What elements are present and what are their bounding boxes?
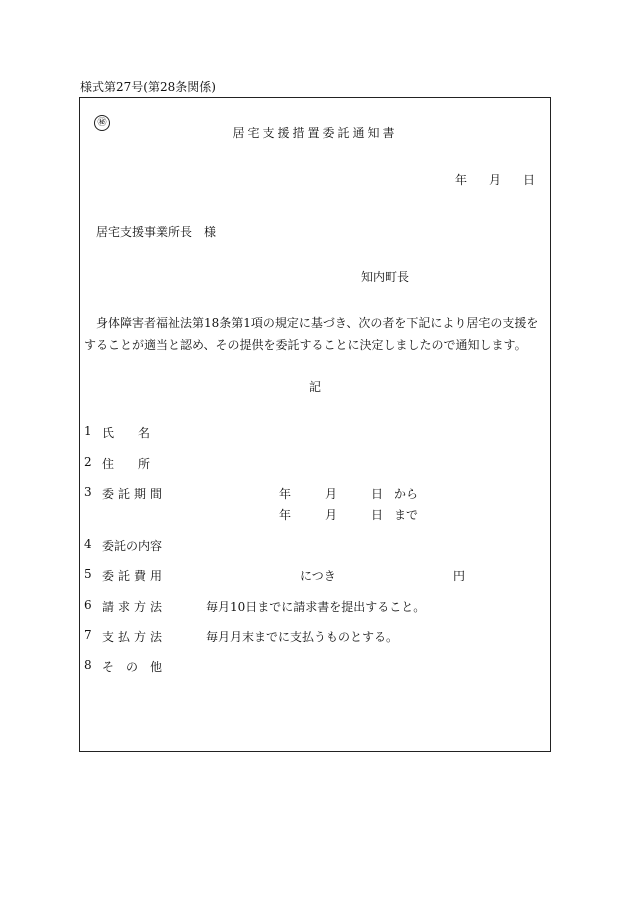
- item-number: 5: [84, 567, 92, 581]
- item-label-payment: 支払方法: [102, 630, 167, 644]
- sender: 知内町長: [361, 270, 410, 284]
- document-title: 居宅支援措置委託通知書: [232, 126, 398, 140]
- body-text: 身体障害者福祉法第18条第1項の規定に基づき、次の者を下記により居宅の支援をすることが適当と認め、その提供を委託することに決定しましたので通知します。: [84, 316, 539, 352]
- addressee: 居宅支援事業所長 様: [96, 225, 217, 239]
- date-day: 日: [523, 173, 536, 187]
- form-number-label: 様式第27号(第28条関係): [80, 80, 216, 94]
- ki-heading: 記: [309, 380, 322, 394]
- seal-mark: ㊙: [94, 115, 110, 131]
- item-label-name: 氏 名: [102, 426, 151, 440]
- period-from-day: 日: [371, 487, 384, 501]
- item-number: 4: [84, 537, 92, 551]
- payment-value: 毎月月末までに支払うものとする。: [206, 630, 399, 644]
- cost-per: につき: [300, 569, 336, 583]
- billing-value: 毎月10日までに請求書を提出すること。: [206, 600, 426, 614]
- period-to-year: 年: [279, 508, 292, 522]
- item-number: 1: [84, 424, 92, 438]
- item-number: 3: [84, 485, 92, 499]
- item-number: 7: [84, 628, 92, 642]
- cost-yen: 円: [453, 569, 466, 583]
- period-from-suffix: から: [394, 487, 419, 501]
- item-label-cost: 委託費用: [102, 569, 167, 583]
- period-to-month: 月: [325, 508, 338, 522]
- date-month: 月: [489, 173, 502, 187]
- item-label-address: 住 所: [102, 457, 151, 471]
- date-year: 年: [455, 173, 468, 187]
- period-from-year: 年: [279, 487, 292, 501]
- item-label-other: そ の 他: [102, 660, 163, 674]
- item-number: 6: [84, 598, 92, 612]
- period-from-month: 月: [325, 487, 338, 501]
- item-number: 2: [84, 455, 92, 469]
- item-label-period: 委託期間: [102, 487, 167, 501]
- item-label-billing: 請求方法: [102, 600, 167, 614]
- period-to-day: 日: [371, 508, 384, 522]
- item-number: 8: [84, 658, 92, 672]
- item-label-content: 委託の内容: [102, 539, 163, 553]
- period-to-suffix: まで: [394, 508, 419, 522]
